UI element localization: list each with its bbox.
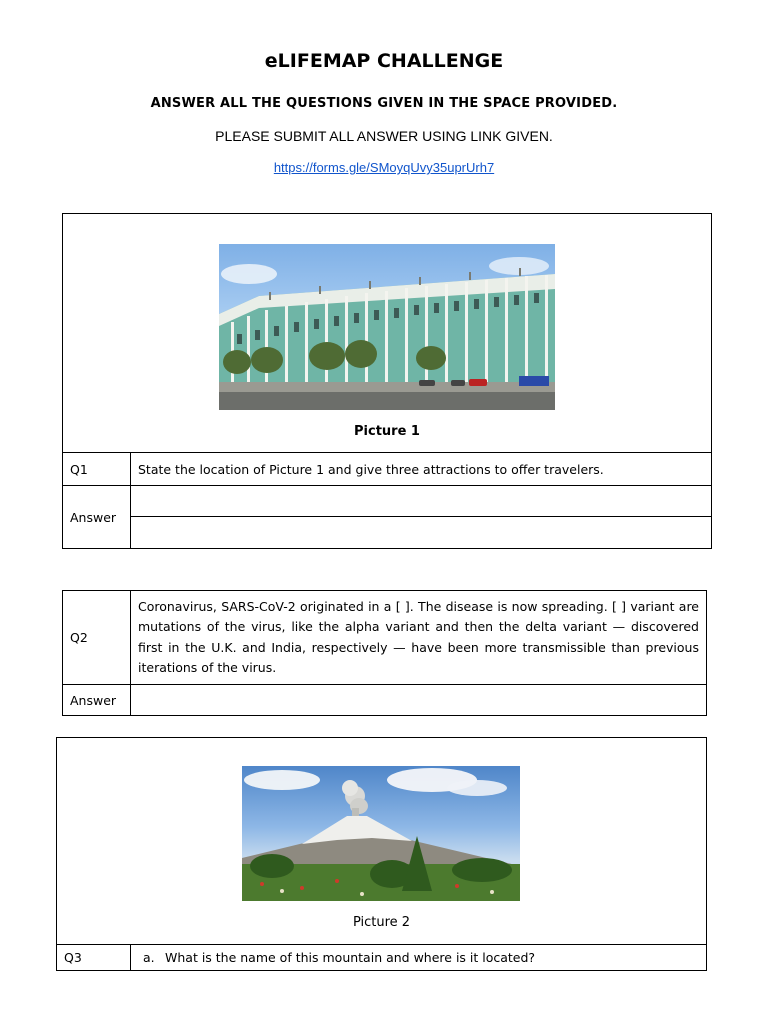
q1-answer-line-1[interactable] bbox=[131, 486, 712, 517]
submit-note: PLEASE SUBMIT ALL ANSWER USING LINK GIVEN. bbox=[215, 128, 553, 144]
q1-label: Q1 bbox=[63, 453, 131, 486]
q1-answer-label: Answer bbox=[63, 486, 131, 549]
table-row bbox=[63, 486, 712, 517]
q2-answer-field[interactable] bbox=[131, 685, 707, 716]
q2-answer-label: Answer bbox=[63, 685, 131, 716]
table-row bbox=[63, 453, 712, 486]
picture-2-caption: Picture 2 bbox=[352, 915, 411, 930]
picture-1-caption: Picture 1 bbox=[354, 424, 420, 439]
picture-2-image bbox=[242, 766, 520, 901]
question-3-table bbox=[56, 737, 707, 971]
question-1-table bbox=[62, 213, 712, 549]
picture-1-image bbox=[219, 244, 555, 410]
q3-question: What is the name of this mountain and where is it located? bbox=[165, 950, 536, 965]
document-title: eLIFEMAP CHALLENGE bbox=[264, 50, 504, 72]
picture-1-cell bbox=[63, 214, 712, 453]
table-row bbox=[63, 685, 707, 716]
form-link-wrap bbox=[0, 157, 768, 176]
q3-label: Q3 bbox=[57, 945, 131, 971]
q2-question: Coronavirus, SARS-CoV-2 originated in a [ ]. The disease is now spreading. [ ] variant are mutations of the virus, like the alpha variant and then the delta variant — discovered first in the U.K. and India, respectively — have been more transmissible than previous iterations of the virus. bbox=[131, 591, 707, 685]
table-row bbox=[63, 517, 712, 549]
q1-answer-line-2[interactable] bbox=[131, 517, 712, 549]
q3-question-cell bbox=[131, 945, 707, 971]
instruction-text: ANSWER ALL THE QUESTIONS GIVEN IN THE SPACE PROVIDED. bbox=[150, 96, 618, 111]
form-link[interactable]: https://forms.gle/SMoyqUvy35uprUrh7 bbox=[273, 160, 495, 175]
question-2-table bbox=[62, 590, 707, 716]
table-row bbox=[57, 945, 707, 971]
picture-2-cell bbox=[57, 738, 707, 945]
q2-label: Q2 bbox=[63, 591, 131, 685]
q3-item-marker: a. bbox=[143, 950, 155, 965]
table-row bbox=[63, 591, 707, 685]
q1-question: State the location of Picture 1 and give three attractions to offer travelers. bbox=[131, 453, 712, 486]
